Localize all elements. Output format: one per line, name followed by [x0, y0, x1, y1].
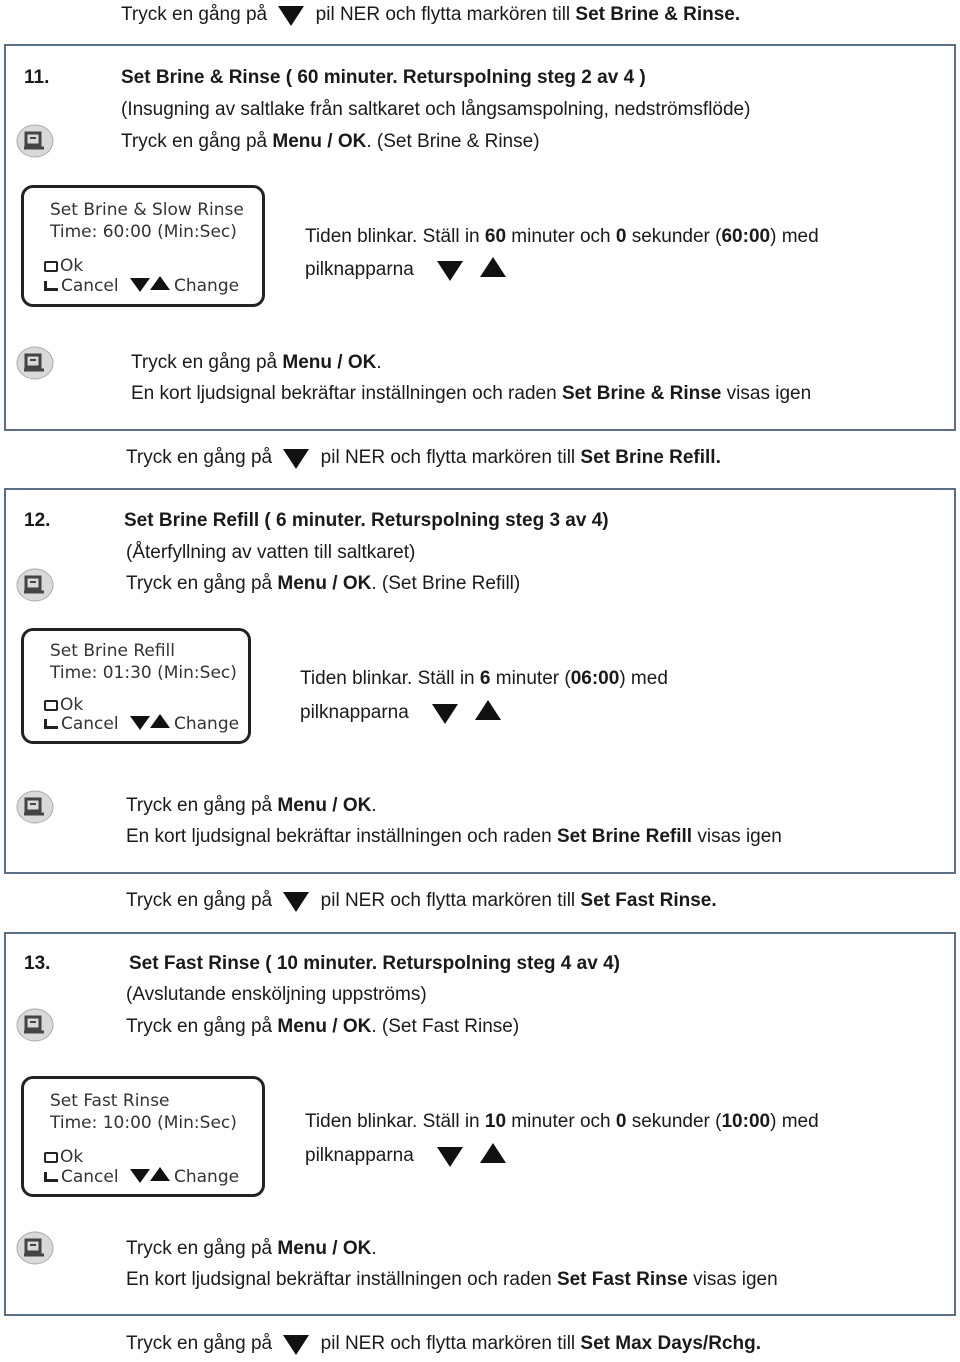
menu-ok-icon — [16, 124, 54, 158]
ok-icon — [44, 700, 58, 711]
lcd-display: Set Brine & Slow Rinse Time: 60:00 (Min:Sec) Ok Cancel Change — [21, 185, 265, 307]
up-arrow-icon — [150, 714, 170, 728]
nav-line-fast-rinse: Tryck en gång på pil NER och flytta markören till Set Fast Rinse. — [126, 890, 717, 911]
nav-line-max-days: Tryck en gång på pil NER och flytta markören till Set Max Days/Rchg. — [126, 1333, 761, 1354]
beep-line: En kort ljudsignal bekräftar inställningen och raden Set Brine & Rinse visas igen — [131, 383, 812, 404]
beep-line: En kort ljudsignal bekräftar inställningen och raden Set Fast Rinse visas igen — [126, 1269, 778, 1290]
arrow-buttons-line: pilknapparna — [305, 1143, 512, 1167]
press-menu-line: Tryck en gång på Menu / OK. (Set Brine & Rinse) — [121, 131, 540, 152]
cancel-icon — [44, 281, 58, 291]
down-arrow-icon — [437, 261, 463, 281]
up-arrow-icon — [150, 1167, 170, 1181]
down-arrow-icon — [130, 278, 150, 292]
down-arrow-icon — [130, 1169, 150, 1183]
lcd-display: Set Fast Rinse Time: 10:00 (Min:Sec) Ok Cancel Change — [21, 1076, 265, 1197]
lcd-display: Set Brine Refill Time: 01:30 (Min:Sec) Ok Cancel Change — [21, 628, 251, 744]
up-arrow-icon — [150, 276, 170, 290]
down-arrow-icon — [432, 704, 458, 724]
up-arrow-icon — [475, 700, 501, 720]
step-desc: (Avslutande ensköljning uppströms) — [126, 984, 427, 1005]
menu-ok-icon — [16, 790, 54, 824]
cancel-icon — [44, 719, 58, 729]
nav-line-brine-refill: Tryck en gång på pil NER och flytta markören till Set Brine Refill. — [126, 447, 721, 468]
down-arrow-icon — [130, 716, 150, 730]
press-menu-line: Tryck en gång på Menu / OK. (Set Fast Rinse) — [126, 1016, 520, 1037]
step-desc: (Återfyllning av vatten till saltkaret) — [126, 542, 416, 563]
step-number: 12. — [24, 510, 51, 531]
menu-ok-icon — [16, 568, 54, 602]
confirm-line: Tryck en gång på Menu / OK. — [131, 352, 382, 373]
down-arrow-icon — [437, 1147, 463, 1167]
beep-line: En kort ljudsignal bekräftar inställningen och raden Set Brine Refill visas igen — [126, 826, 782, 847]
ok-icon — [44, 261, 58, 272]
blink-instruction: Tiden blinkar. Ställ in 10 minuter och 0 sekunder (10:00) med — [305, 1111, 819, 1132]
step-desc: (Insugning av saltlake från saltkaret och långsamspolning, nedströmsflöde) — [121, 99, 751, 120]
blink-instruction: Tiden blinkar. Ställ in 60 minuter och 0 sekunder (60:00) med — [305, 226, 819, 247]
up-arrow-icon — [480, 257, 506, 277]
step-title: Set Brine & Rinse ( 60 minuter. Returspolning steg 2 av 4 ) — [121, 67, 646, 88]
blink-instruction: Tiden blinkar. Ställ in 6 minuter (06:00) med — [300, 668, 668, 689]
down-arrow-icon — [283, 449, 309, 469]
menu-ok-icon — [16, 1231, 54, 1265]
menu-ok-icon — [16, 346, 54, 380]
menu-ok-icon — [16, 1008, 54, 1042]
confirm-line: Tryck en gång på Menu / OK. — [126, 795, 377, 816]
nav-line-brine-rinse: Tryck en gång på pil NER och flytta markören till Set Brine & Rinse. — [121, 4, 741, 25]
ok-icon — [44, 1152, 58, 1163]
confirm-line: Tryck en gång på Menu / OK. — [126, 1238, 377, 1259]
step-title: Set Brine Refill ( 6 minuter. Returspolning steg 3 av 4) — [124, 510, 609, 531]
step-title: Set Fast Rinse ( 10 minuter. Returspolning steg 4 av 4) — [129, 953, 620, 974]
up-arrow-icon — [480, 1143, 506, 1163]
arrow-buttons-line: pilknapparna — [300, 700, 507, 724]
cancel-icon — [44, 1172, 58, 1182]
down-arrow-icon — [283, 1335, 309, 1355]
down-arrow-icon — [283, 892, 309, 912]
arrow-buttons-line: pilknapparna — [305, 257, 512, 281]
step-number: 13. — [24, 953, 51, 974]
step-number: 11. — [24, 67, 50, 88]
press-menu-line: Tryck en gång på Menu / OK. (Set Brine Refill) — [126, 573, 521, 594]
down-arrow-icon — [278, 6, 304, 26]
